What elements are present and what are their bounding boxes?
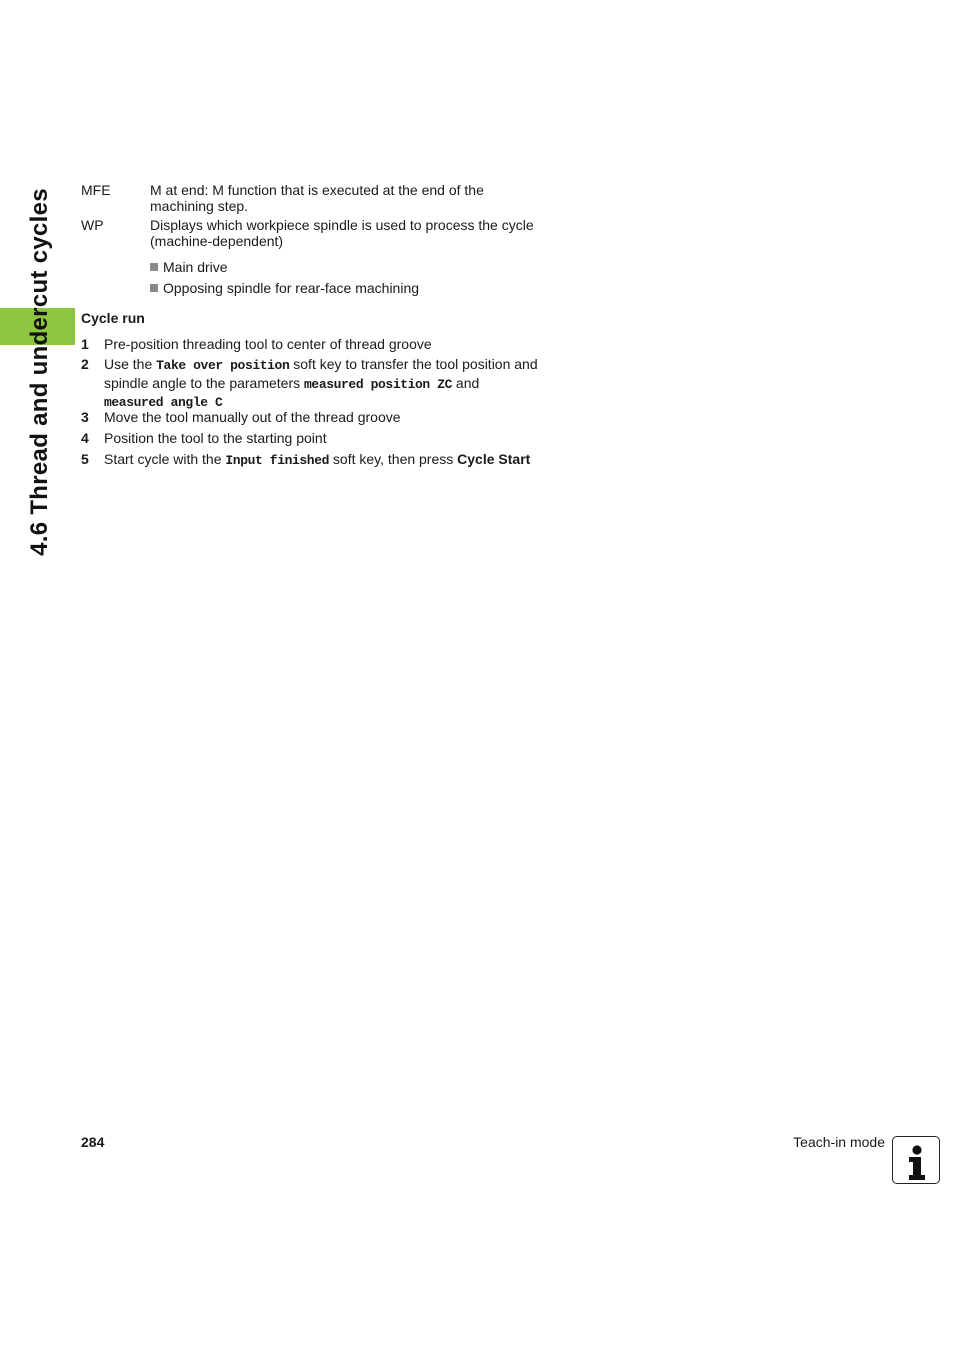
param-measured-position-zc: measured position ZC bbox=[304, 376, 453, 392]
step-5 bbox=[81, 451, 541, 470]
list-item-main-drive bbox=[150, 259, 228, 275]
param-measured-angle-c: measured angle C bbox=[104, 395, 223, 410]
list-item-label: Main drive bbox=[163, 259, 228, 275]
step-3 bbox=[81, 409, 541, 426]
softkey-take-over-position: Take over position bbox=[156, 358, 290, 373]
list-item-label: Opposing spindle for rear-face machining bbox=[163, 280, 420, 296]
step-text: Start cycle with the Input finished soft key, then press Cycle Start bbox=[104, 451, 531, 468]
list-item-opposing-spindle bbox=[150, 280, 419, 296]
param-wp bbox=[81, 217, 541, 249]
info-glyph-icon bbox=[893, 1137, 941, 1185]
key-cycle-start: Cycle Start bbox=[457, 451, 531, 467]
param-description: Displays which workpiece spindle is used to process the cycle (machine-dependent) bbox=[150, 217, 534, 249]
softkey-input-finished: Input finished bbox=[225, 453, 330, 468]
bullet-square-icon bbox=[150, 263, 158, 271]
step-1 bbox=[81, 336, 541, 353]
page-number: 284 bbox=[81, 1134, 105, 1150]
step-number: 2 bbox=[81, 356, 89, 372]
param-key: WP bbox=[81, 217, 104, 233]
bullet-square-icon bbox=[150, 284, 158, 292]
step-text: Position the tool to the starting point bbox=[104, 430, 327, 446]
section-heading: Cycle run bbox=[81, 310, 145, 326]
info-icon bbox=[892, 1136, 940, 1184]
step-text: Move the tool manually out of the thread groove bbox=[104, 409, 401, 425]
step-4 bbox=[81, 430, 541, 447]
param-mfe bbox=[81, 182, 541, 214]
footer-chapter-label: Teach-in mode bbox=[793, 1134, 885, 1150]
param-key: MFE bbox=[81, 182, 111, 198]
step-2 bbox=[81, 356, 541, 412]
step-number: 1 bbox=[81, 336, 89, 352]
step-number: 5 bbox=[81, 451, 89, 467]
step-text: Pre-position threading tool to center of thread groove bbox=[104, 336, 432, 352]
chapter-title: 4.6 Thread and undercut cycles bbox=[26, 188, 53, 556]
step-text: Use the Take over position soft key to transfer the tool position and spindle angle to the parameters measured position ZC and measured angle C bbox=[104, 356, 538, 410]
step-number: 3 bbox=[81, 409, 89, 425]
param-description: M at end: M function that is executed at the end of the machining step. bbox=[150, 182, 484, 214]
step-number: 4 bbox=[81, 430, 89, 446]
